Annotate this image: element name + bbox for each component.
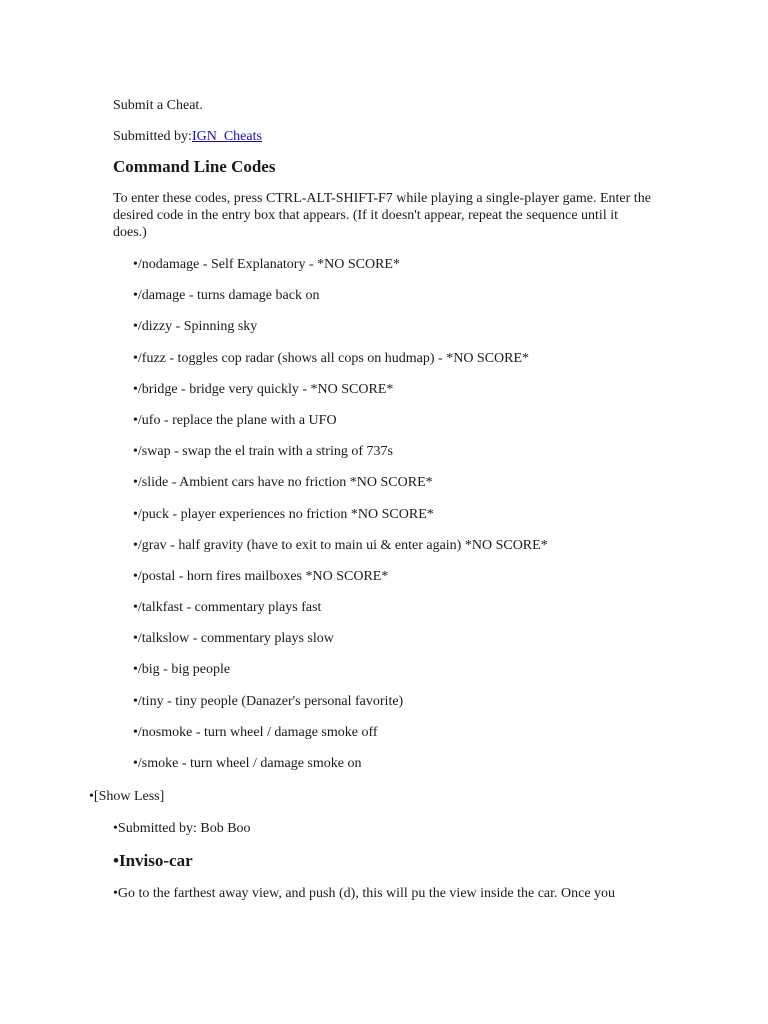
code-text: /smoke - turn wheel / damage smoke on: [137, 756, 362, 771]
bullet-icon: •: [133, 693, 138, 709]
code-text: /bridge - bridge very quickly - *NO SCORE*: [137, 381, 394, 397]
bullet-icon: •: [133, 631, 138, 647]
submitted-by-label: Submitted by:: [113, 129, 192, 144]
bullet-icon: •: [133, 444, 138, 460]
list-item: [133, 630, 548, 661]
list-item: [133, 287, 548, 318]
section-title: Command Line Codes: [113, 157, 276, 176]
list-item: [133, 256, 548, 287]
show-less-line: [89, 788, 164, 805]
bullet-icon: •: [133, 506, 138, 522]
second-cheat-title-line: [113, 851, 193, 871]
bullet-icon: •: [133, 288, 138, 304]
second-submitted-by-text: Submitted by: Bob Boo: [117, 821, 251, 836]
second-cheat-body-line: [113, 885, 615, 902]
list-item: [133, 724, 548, 755]
submitted-by-line: [113, 128, 262, 145]
code-text: /damage - turns damage back on: [137, 288, 320, 304]
code-text: /talkslow - commentary plays slow: [137, 631, 334, 647]
bullet-icon: •: [133, 381, 138, 397]
section-intro: To enter these codes, press CTRL-ALT-SHIFT-F7 while playing a single-player game. Enter the desired code in the entry box that appears. (If it doesn't appear, repeat the sequence until it does.): [113, 191, 651, 240]
list-item: [133, 568, 548, 599]
bullet-icon: •: [133, 412, 138, 428]
code-text: /ufo - replace the plane with a UFO: [137, 412, 337, 428]
second-submitted-by-line: [113, 820, 251, 837]
code-text: /nodamage - Self Explanatory - *NO SCORE*: [137, 257, 400, 272]
second-cheat-title: Inviso-car: [118, 851, 193, 870]
list-item: [133, 661, 548, 692]
list-item: [133, 443, 548, 474]
code-text: /grav - half gravity (have to exit to main ui & enter again) *NO SCORE*: [137, 537, 548, 553]
bullet-icon: •: [133, 537, 138, 553]
bullet-icon: •: [133, 319, 138, 335]
bullet-icon: •: [133, 756, 138, 771]
bullet-icon: •: [89, 789, 94, 804]
list-item: [133, 693, 548, 724]
list-item: [133, 412, 548, 443]
bullet-icon: •: [113, 851, 119, 870]
bullet-icon: •: [133, 600, 138, 616]
list-item: [133, 599, 548, 630]
code-text: /fuzz - toggles cop radar (shows all cops on hudmap) - *NO SCORE*: [137, 350, 530, 366]
submit-cheat-text: Submit a Cheat.: [113, 98, 203, 113]
bullet-icon: •: [133, 724, 138, 740]
code-list: [133, 256, 548, 786]
code-text: /tiny - tiny people (Danazer's personal favorite): [137, 693, 404, 709]
list-item: [133, 506, 548, 537]
code-text: /swap - swap the el train with a string of 737s: [137, 444, 393, 460]
bullet-icon: •: [133, 475, 138, 491]
show-less-button[interactable]: [Show Less]: [93, 789, 165, 804]
second-cheat-body: Go to the farthest away view, and push (d), this will pu the view inside the car. Once you: [117, 886, 616, 901]
code-text: /postal - horn fires mailboxes *NO SCORE*: [137, 568, 389, 584]
bullet-icon: •: [113, 821, 118, 836]
list-item: [133, 537, 548, 568]
code-text: /big - big people: [137, 662, 231, 678]
list-item: [133, 318, 548, 349]
list-item: [133, 350, 548, 381]
list-item: [133, 755, 548, 786]
code-text: /talkfast - commentary plays fast: [137, 600, 322, 616]
bullet-icon: •: [133, 568, 138, 584]
code-text: /slide - Ambient cars have no friction *NO SCORE*: [137, 475, 433, 491]
code-text: /dizzy - Spinning sky: [137, 319, 258, 335]
author-link[interactable]: IGN_Cheats: [191, 129, 262, 144]
code-text: /nosmoke - turn wheel / damage smoke off: [137, 724, 378, 740]
bullet-icon: •: [133, 257, 138, 272]
bullet-icon: •: [133, 662, 138, 678]
bullet-icon: •: [133, 350, 138, 366]
code-text: /puck - player experiences no friction *NO SCORE*: [137, 506, 434, 522]
bullet-icon: •: [113, 886, 118, 901]
list-item: [133, 381, 548, 412]
list-item: [133, 474, 548, 505]
